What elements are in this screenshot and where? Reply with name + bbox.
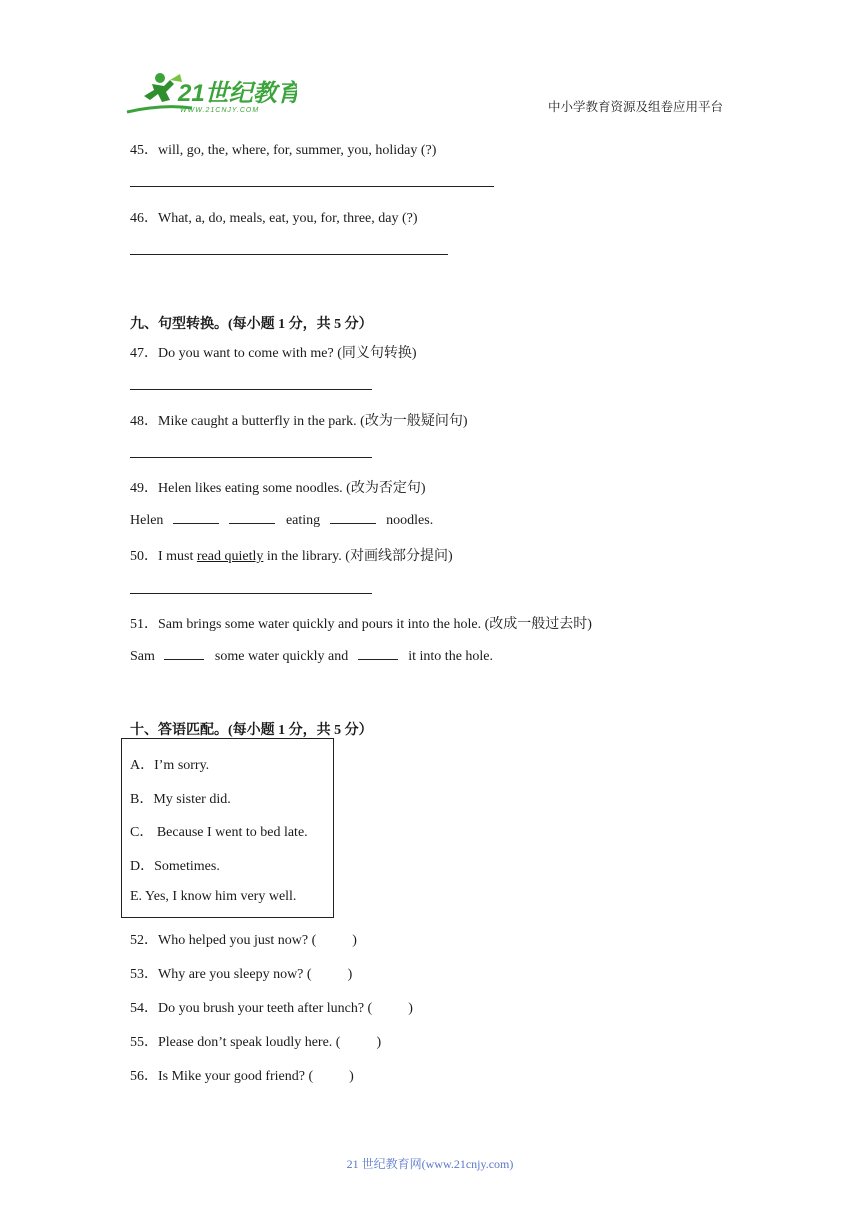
question-50: [130, 545, 453, 565]
answer-49-end: noodles.: [386, 513, 434, 528]
question-55: [130, 1031, 381, 1051]
question-50-prefix: 50．I must: [130, 549, 197, 564]
question-45: 45．will, go, the, where, for, summer, you, holiday (?): [130, 143, 437, 158]
logo-text: 21世纪教育: [178, 80, 297, 107]
section-9-title: 九、句型转换。(每小题 1 分，共 5 分）: [130, 317, 373, 332]
question-55-close: ): [376, 1035, 382, 1050]
question-54: [130, 997, 413, 1017]
question-55-text: 55．Please don’t speak loudly here. (: [130, 1035, 341, 1050]
section-10-title: 十、答语匹配。(每小题 1 分，共 5 分）: [130, 723, 373, 738]
question-53: [130, 963, 352, 983]
answer-row-51: [130, 647, 493, 665]
answer-line-46[interactable]: [130, 254, 448, 255]
question-49: 49．Helen likes eating some noodles. (改为否定句): [130, 481, 426, 496]
answer-row-49: [130, 511, 433, 529]
question-52: [130, 929, 357, 949]
question-52-close: ): [352, 933, 357, 948]
question-54-text: 54．Do you brush your teeth after lunch? (: [130, 1001, 373, 1016]
question-56: [130, 1065, 354, 1085]
question-53-close: ): [347, 967, 353, 982]
option-e: E. Yes, I know him very well.: [130, 889, 297, 904]
site-logo: [122, 70, 297, 118]
blank-49-3[interactable]: [330, 511, 376, 524]
question-47: 47．Do you want to come with me? (同义句转换): [130, 346, 417, 361]
option-c: C． Because I went to bed late.: [130, 825, 308, 840]
question-50-underlined: read quietly: [196, 549, 264, 564]
question-54-close: ): [408, 1001, 413, 1016]
question-53-text: 53．Why are you sleepy now? (: [130, 967, 312, 982]
option-a: A．I’m sorry.: [130, 758, 210, 773]
blank-51-1[interactable]: [164, 647, 204, 660]
blank-49-2[interactable]: [229, 511, 275, 524]
question-48: 48．Mike caught a butterfly in the park. (改为一般疑问句): [130, 414, 468, 429]
question-52-text: 52．Who helped you just now? (: [130, 933, 317, 948]
logo-subtext: WWW.21CNJY.COM: [180, 107, 260, 114]
question-51: 51．Sam brings some water quickly and pours it into the hole. (改成一般过去时): [130, 617, 592, 632]
question-56-text: 56．Is Mike your good friend? (: [130, 1069, 314, 1084]
answer-49-mid: eating: [285, 513, 321, 528]
option-b: B．My sister did.: [130, 792, 231, 807]
header-platform-text: 中小学教育资源及组卷应用平台: [548, 100, 724, 114]
runner-logo-icon: [122, 70, 297, 118]
question-50-suffix: in the library. (对画线部分提问): [263, 549, 453, 564]
blank-49-1[interactable]: [173, 511, 219, 524]
question-46: 46．What, a, do, meals, eat, you, for, three, day (?): [130, 211, 418, 226]
answer-line-50[interactable]: [130, 593, 372, 594]
answer-51-end: it into the hole.: [408, 649, 494, 664]
answer-line-47[interactable]: [130, 389, 372, 390]
question-56-close: ): [349, 1069, 354, 1084]
answer-line-48[interactable]: [130, 457, 372, 458]
option-d: D．Sometimes.: [130, 859, 220, 874]
answer-line-45[interactable]: [130, 186, 494, 187]
answer-51-mid: some water quickly and: [214, 649, 349, 664]
blank-51-2[interactable]: [358, 647, 398, 660]
answer-49-start: Helen: [130, 513, 164, 528]
answer-options-box: [121, 738, 334, 918]
answer-51-start: Sam: [130, 649, 155, 664]
footer-link[interactable]: 21 世纪教育网(www.21cnjy.com): [346, 1157, 514, 1171]
